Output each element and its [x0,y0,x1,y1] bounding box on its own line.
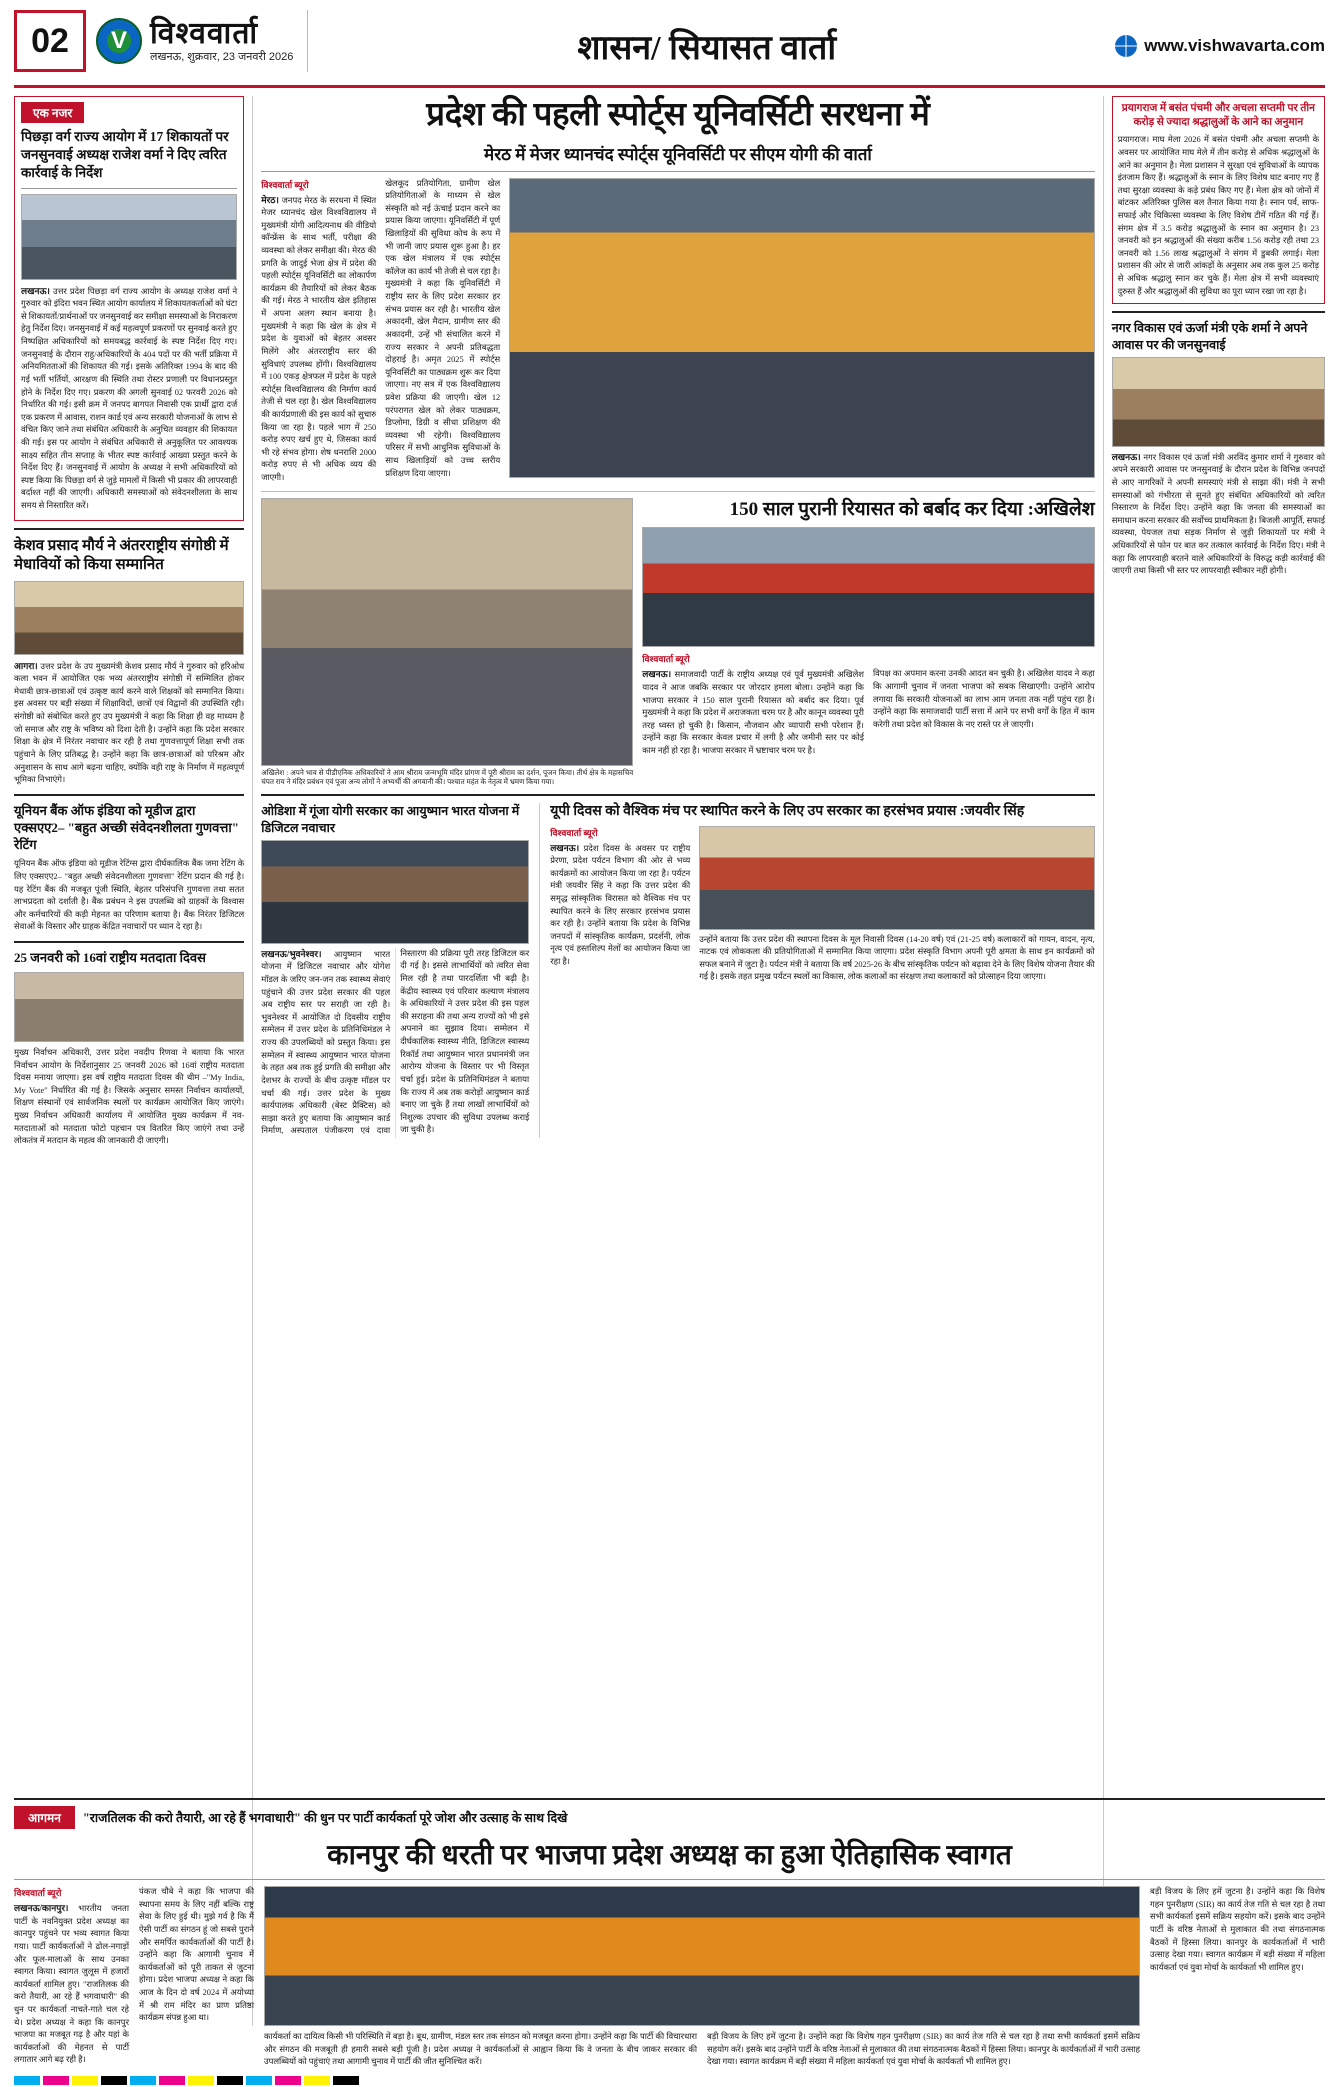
masthead [14,10,1325,88]
column-divider [252,96,253,2026]
agaman-text: "राजतिलक की करो तैयारी, आ रहे हैं भगवाधारी" की धुन पर पार्टी कार्यकर्ता पूरे जोश और उत्साह के साथ दिखे [82,1811,568,1826]
main-column [261,96,1094,2026]
bottom-dateline: लखनऊ/कानपुर। [14,1903,69,1914]
akhilesh-col-1-text: समाजवादी पार्टी के राष्ट्रीय अध्यक्ष एवं पूर्व मुख्यमंत्री अखिलेश यादव ने आज जबकि सरकार पर जोरदार हमला बोला। उन्होंने कहा कि भाजपा सरकार ने 150 साल पुरानी रियासत को बर्बाद कर दिया। पूर्व मुख्यमंत्री ने कहा कि प्रदेश में अराजकता चरम पर है और कानून व्यवस्था पूरी तरह ध्वस्त हो चुकी है। किसान, नौजवान और व्यापारी सभी परेशान हैं। उन्होंने कहा कि सरकार केवल प्रचार में लगी है और जमीनी स्तर पर कोई काम नहीं हो रहा है। भाजपा सरकार में भ्रष्टाचार चरम पर है। [642,670,864,755]
left-lead-text: उत्तर प्रदेश पिछड़ा वर्ग राज्य आयोग के अध्यक्ष राजेश वर्मा ने गुरुवार को इंदिरा भवन स्थित आयोग कार्यालय में शिकायतकर्ताओं को घंटा से शिकायतों/प्रार्थनाओं पर जनसुनवाई कर समीक्षा समस्याओं के निराकरण हेतु निर्देश दिए। जनसुनवाई में कई महत्वपूर्ण प्रकरणों पर सुनवाई करते हुए निष्पक्षित अधिकारियों को समयबद्ध कार्रवाई के स्पष्ट निर्देश दिए गए। जनसुनवाई के दौरान राहु/अधिकारियों के 404 पदों पर की भर्ती प्रक्रिया में अनियमितताओं की शिकायत की गई। इसके अतिरिक्त 1994 के बाद की गई भर्ती भर्तियों, आरक्षण की स्थिति तथा रोस्टर प्रणाली पर विधानप्रस्तुत होने के निर्देश दिए गए। प्रकरण की अगली सुनवाई 02 फरवरी 2026 को निर्धारित की गई। इसी क्रम में जनपद बागपत निवासी एक प्रार्थी द्वारा दर्ज एक प्रकरण में आवास, राशन कार्ड एवं अन्य सरकारी योजनाओं के लाभ से वंचित किए जाने तथा संबंधित अधिकारी के अनुचित व्यवहार की शिकायत की गई। इस पर आयोग ने संबंधित अधिकारी से अनुकूलित पर आवश्यक साक्ष्य सहित तीन सप्ताह के भीतर स्पष्ट कार्रवाई आख्या प्रस्तुत करने के निर्देश दिए हैं। जनसुनवाई में आयोग के अध्यक्ष ने सभी अधिकारियों को स्पष्ट किया कि पिछड़ा वर्ग से जुड़े मामलों में किसी भी प्रकार की लापरवाही बर्दाश्त नहीं की जाएगी। अधिकारी समस्याओं को संवेदनशीलता के साथ समय से निस्तारित करें। [21,286,238,511]
globe-icon [1115,35,1137,57]
website-link[interactable] [1105,10,1325,81]
color-registration-bar [14,2076,359,2085]
up-diwas-col-1 [550,842,690,969]
odisha-headline: ओडिशा में गूंजा योगी सरकार का आयुष्मान भारत योजना में डिजिटल नवाचार [261,804,520,835]
akhilesh-photo [642,527,1094,647]
website-url: www.vishwavarta.com [1144,35,1325,55]
keshav-maurya-headline: केशव प्रसाद मौर्य ने अंतरराष्ट्रीय संगोष्ठी में मेधावियों को किया सम्मानित [14,537,229,574]
left-lead-headline: पिछड़ा वर्ग राज्य आयोग में 17 शिकायतों पर जनसुनवाई अध्यक्ष राजेश वर्मा ने दिए त्वरित कार्रवाई के निर्देश [21,128,237,189]
voter-day-headline: 25 जनवरी को 16वां राष्ट्रीय मतदाता दिवस [14,950,206,966]
left-lead-body [21,285,237,513]
keshav-maurya-body [14,660,244,787]
prayagraj-body: प्रयागराज। माघ मेला 2026 में बसंत पंचमी और अचला सप्तमी के अवसर पर आयोजित माघ मेले में तीन करोड़ से अधिक श्रद्धालुओं के आने का अनुमान है। मेला प्रशासन ने सुरक्षा एवं सुविधाओं के व्यापक इंतजाम किए हैं। श्रद्धालुओं के स्नान के लिए विशेष घाट बनाए गए हैं तथा सुरक्षा व्यवस्था के कड़े प्रबंध किए गए हैं। मेला क्षेत्र को जोनों में बांटकर अतिरिक्त पुलिस बल तैनात किया गया है। स्नान पर्व, साफ-सफाई और चिकित्सा व्यवस्था के लिए विशेष टीमें गठित की गई हैं। संगम क्षेत्र में 3.5 करोड़ श्रद्धालुओं के स्नान का अनुमान है। 23 जनवरी को इन श्रद्धालुओं की संख्या करीब 1.56 करोड़ रही तथा 23 जनवरी को 1.56 लाख श्रद्धालुओं ने संगम में डुबकी लगाई। मेला प्रशासन की ओर से जारी आंकड़ों के अनुसार अब तक कुल 25 करोड़ से अधिक श्रद्धालु स्नान कर चुके हैं। मेला क्षेत्र में सभी व्यवस्थाएं दुरुस्त हैं और श्रद्धालुओं की सुविधा का पूरा ध्यान रखा जा रहा है। [1117,135,1320,296]
up-diwas-photo [699,826,1094,930]
temple-photo-caption: अखिलेश : अपने भाव से पीडीएनिक अधिकारियों ने आम श्रीराम जन्मभूमि मंदिर प्रांगण में पूरी श्रीराम का दर्शन, पूजन किया। तीर्थ क्षेत्र के महासचिव चंपत राय ने मंदिर प्रबंधन एवं पूजा अन्य लोगों ने अभ्यर्थी की अगवानी की। पश्चात महंत के नेतृत्व में भ्रमण किया गया। [261,768,634,786]
main-subheadline: मेरठ में मेजर ध्यानचंद स्पोर्ट्स यूनिवर्सिटी पर सीएम योगी की वार्ता [261,142,1094,172]
ek-nazar-tag: एक नजर [21,102,84,123]
akhilesh-col-1 [642,668,864,757]
publication-title: विश्ववार्ता [150,16,259,50]
union-bank-body: यूनियन बैंक ऑफ इंडिया को मूडीज रेटिंग्स द्वारा दीर्घकालिक बैंक जमा रेटिंग के लिए एक्सएए2– "बहुत अच्छी संवेदनशीलता गुणवत्ता" रेटिंग प्रदान की गई है। यह रेटिंग बैंक की मजबूत पूंजी स्थिति, बेहतर परिसंपत्ति गुणवत्ता तथा सतत लाभप्रदता को दर्शाती है। बैंक प्रबंधन ने इस उपलब्धि को ग्राहकों के विश्वास और कर्मचारियों की कड़ी मेहनत का परिणाम बताया है। बैंक निरंतर डिजिटल सेवाओं के विस्तार और ग्राहक केंद्रित नवाचारों पर ध्यान दे रहा है। [14,859,245,932]
assembly-photo [21,194,237,280]
bottom-col-1 [14,1902,129,2067]
odisha-text: आयुष्मान भारत योजना में डिजिटल नवाचार और योगेश मॉडल के जरिए जन-जन तक स्वास्थ्य सेवाएं पहुंचाने की उत्तर प्रदेश सरकार की पहल अब राष्ट्रीय स्तर पर सराही जा रही है। भुवनेश्वर में आयोजित दो दिवसीय राष्ट्रीय सम्मेलन में उत्तर प्रदेश के प्रतिनिधिमंडल ने राज्य की उपलब्धियों को प्रस्तुत किया। इस सम्मेलन में स्वास्थ्य आयुष्मान भारत योजना के तहत अब तक हुई प्रगति की समीक्षा और देशभर के राज्यों के बीच उत्कृष्ट मॉडल पर चर्चा की गई। उत्तर प्रदेश के मुख्य कार्यपालक अधिकारी (बेस्ट प्रैक्टिस) को साझा करते हुए बताया कि आयुष्मान कार्ड निर्माण, अस्पताल पंजीकरण एवं दावा निस्तारण की प्रक्रिया पूरी तरह डिजिटल कर दी गई है। इससे लाभार्थियों को त्वरित सेवा मिल रही है तथा पारदर्शिता भी बढ़ी है। केंद्रीय स्वास्थ्य एवं परिवार कल्याण मंत्रालय के अधिकारियों ने उत्तर प्रदेश की इस पहल की सराहना की तथा अन्य राज्यों को भी इसे अपनाने का सुझाव दिया। सम्मेलन में दीर्घकालिक स्वास्थ्य नीति, डिजिटल स्वास्थ्य रिकॉर्ड तथा आयुष्मान भारत प्रधानमंत्री जन आरोग्य योजना के विस्तार पर भी विस्तृत चर्चा हुई। प्रदेश के प्रतिनिधिमंडल ने बताया कि राज्य में अब तक करोड़ों आयुष्मान कार्ड बनाए जा चुके हैं तथा लाखों लाभार्थियों को निशुल्क उपचार की सुविधा उपलब्ध कराई जा चुकी है। [261,948,530,1136]
temple-gathering-photo [261,498,633,766]
main-col-1-text: जनपद मेरठ के सरधना में स्थित मेजर ध्यानचंद खेल विश्वविद्यालय में मुख्यमंत्री योगी आदित्यनाथ की वीडियो कॉन्फ्रेंस के साथ भर्ती, परीक्षा की व्यवस्था को लेकर समीक्षा की। मेरठ की प्रगति के जादुई भेजा क्षेत्र में प्रदेश की पहली स्पोर्ट्स यूनिवर्सिटी का लोकार्पण कार्यक्रम की तैयारियों को लेकर बैठक की गई। मेरठ ने भारतीय खेल इतिहास में अपना अलग स्थान बनाया है। मुख्यमंत्री ने कहा कि खेल के क्षेत्र में प्रदेश के युवाओं को बेहतर अवसर मिलेंगे और अंतरराष्ट्रीय स्तर की सुविधाएं उपलब्ध होंगी। विश्वविद्यालय में 100 एकड़ क्षेत्रफल में प्रदेश के पहले स्पोर्ट्स विश्वविद्यालय की निर्माण कार्य तेजी से चल रहा है। खेल विश्वविद्यालय की कार्यप्रणाली की इस कार्य को सुचारु किया जा रहा है। पहले भाग में 250 करोड़ रुपए खर्च हुए थे, जिसका कार्य भी रहे संभव होगा। शेष धनराशि 2000 करोड़ रुपए से भी अधिक व्यय की जाएगी। [261,195,377,482]
akhilesh-col-2: विपक्ष का अपमान करना उनकी आदत बन चुकी है। अखिलेश यादव ने कहा कि आगामी चुनाव में जनता भाजपा को सबक सिखाएगी। उन्होंने आरोप लगाया कि सरकारी योजनाओं का लाभ आम जनता तक नहीं पहुंच रहा है। उन्होंने कहा कि समाजवादी पार्टी सत्ता में आने पर सभी वर्गों के हित में काम करेगी तथा प्रदेश को विकास के नए रास्ते पर ले जाएगी। [872,669,1095,729]
ek-nazar-box [14,96,244,521]
page-number: 02 [14,10,86,72]
odisha-body [261,948,529,1138]
bottom-col-2: पंकज चौबे ने कहा कि भाजपा की स्थापना समय के लिए नहीं बल्कि राष्ट्र सेवा के लिए हुई थी। मुझे गर्व है कि मैं ऐसी पार्टी का संगठन हूं जो सबसे पुराने और समर्पित कार्यकर्ताओं की पार्टी है। उन्होंने कहा कि आगामी चुनाव में कार्यकर्ताओं को पूरी ताकत से जुटना होगा। प्रदेश भाजपा अध्यक्ष ने कहा कि आज के दिन दो वर्ष 2024 में अयोध्या में श्री राम मंदिर का प्राण प्रतिष्ठा कार्यक्रम संपन्न हुआ था। [139,1887,254,2023]
main-agency: विश्ववार्ता ब्यूरो [261,179,309,190]
akhilesh-agency: विश्ववार्ता ब्यूरो [642,654,690,665]
agaman-tag: आगमन [14,1806,75,1829]
keshav-maurya-dateline: आगरा। [14,660,38,671]
prayagraj-box [1112,96,1325,304]
nagar-vikas-photo [1112,357,1325,447]
nagar-vikas-text: नगर विकास एवं ऊर्जा मंत्री अरविंद कुमार शर्मा ने गुरुवार को अपने सरकारी आवास पर जनसुनवाई के दौरान प्रदेश के विभिन्न जनपदों से आए नागरिकों ने अपनी समस्याएं मंत्री से साझा कीं। मंत्री ने सभी समस्याओं को गंभीरता से सुनते हुए संबंधित अधिकारियों को त्वरित निस्तारण के निर्देश दिए। उन्होंने कहा कि जनता की समस्याओं का समाधान करना सरकार की सर्वोच्च प्राथमिकता है। बिजली आपूर्ति, सफाई व्यवस्था, पेयजल तथा सड़क निर्माण से जुड़ी शिकायतों पर मंत्री ने अधिकारियों से फोन पर बात कर तत्काल कार्रवाई के निर्देश दिए। मंत्री ने कहा कि लापरवाही बरतने वाले अधिकारियों के विरुद्ध कड़ी कार्रवाई की जाएगी तथा किसी भी स्तर पर लापरवाही स्वीकार नहीं होगी। [1111,452,1326,576]
page-content [14,96,1325,2026]
left-lead-dateline: लखनऊ। [21,285,50,296]
bottom-headline: कानपुर की धरती पर भाजपा प्रदेश अध्यक्ष का हुआ ऐतिहासिक स्वागत [327,1840,1012,1872]
nagar-vikas-headline: नगर विकास एवं ऊर्जा मंत्री एके शर्मा ने अपने आवास पर की जनसुनवाई [1111,321,1308,352]
bottom-story [14,1798,1325,2069]
cm-yogi-photo [509,178,1094,478]
bjp-event-photo [264,1886,1140,2026]
right-column [1112,96,1325,2026]
publication-dateline: लखनऊ, शुक्रवार, 23 जनवरी 2026 [150,51,294,64]
voter-day-body: मुख्य निर्वाचन अधिकारी, उत्तर प्रदेश नवदीप रिणवा ने बताया कि भारत निर्वाचन आयोग के निर्देशानुसार 25 जनवरी 2026 को 16वां राष्ट्रीय मतदाता दिवस मनाया जाएगा। इस वर्ष राष्ट्रीय मतदाता दिवस की थीम –"My India, My Vote" निर्धारित की गई है। जिसके अनुसार समस्त निर्वाचन कार्यालयों, शिक्षण संस्थानों एवं सार्वजनिक स्थलों पर कार्यक्रम आयोजित किए जाएंगे। मुख्य निर्वाचन अधिकारी कार्यालय में आयोजित मुख्य कार्यक्रम में नव-मतदाताओं को मतदाता फोटो पहचान पत्र वितरित किए जाएंगे तथा उन्हें लोकतंत्र में मतदान के महत्व की जानकारी दी जाएगी। [14,1047,245,1146]
keshav-maurya-photo [14,581,244,655]
nagar-vikas-body [1112,451,1325,578]
bottom-col-3: कार्यकर्ता का दायित्व किसी भी परिस्थिति में बड़ा है। बूथ, ग्रामीण, मंडल स्तर तक संगठन को मजबूत करना होगा। उन्होंने कहा कि पार्टी की विचारधारा और संगठन की मजबूती ही हमारी सबसे बड़ी पूंजी है। प्रदेश अध्यक्ष ने कार्यकर्ताओं से आह्वान किया कि वे जनता के बीच जाकर सरकार की उपलब्धियों को पहुंचाएं तथा आगामी चुनाव में पार्टी की जीत सुनिश्चित करें। [264,2032,697,2067]
bottom-agency: विश्ववार्ता ब्यूरो [14,1888,62,1899]
nagar-vikas-dateline: लखनऊ। [1111,451,1141,462]
prayagraj-headline: प्रयागराज में बसंत पंचमी और अचला सप्तमी पर तीन करोड़ से ज्यादा श्रद्धालुओं के आने का अनुमान [1121,103,1315,129]
agaman-row [14,1806,1325,1829]
logo-icon: V [96,18,142,64]
up-diwas-col-2: उन्होंने बताया कि उत्तर प्रदेश की स्थापना दिवस के मूल निवासी दिवस (14-20 वर्ष) एवं (21-25 वर्ष) कलाकारों को गायन, वादन, नृत्य, नाटक एवं लोककला की प्रतियोगिताओं में सम्मानित किया जाएगा। प्रदेश संस्कृति विभाग अपनी पूरी क्षमता के साथ इन कार्यक्रमों को सफल बनाने में जुटा है। पर्यटन मंत्री ने बताया कि वर्ष 2025-26 के बीच सांस्कृतिक पर्यटन को बढ़ावा देने के लिए विशेष योजना तैयार की गई है। इसके तहत प्रमुख पर्यटन स्थलों का विकास, लोक कलाओं का संरक्षण तथा कलाकारों को प्रोत्साहन दिया जाएगा। [699,934,1095,982]
up-diwas-agency: विश्ववार्ता ब्यूरो [550,827,598,838]
odisha-dateline: लखनऊ/भुवनेश्वर। [261,948,322,959]
bottom-col-4: बड़ी विजय के लिए हमें जुटना है। उन्होंने कहा कि विशेष गहन पुनरीक्षण (SIR) का कार्य तेज गति से चल रहा है तथा सभी कार्यकर्ता इसमें सक्रिय सहयोग करें। इसके बाद उन्होंने पार्टी के वरिष्ठ नेताओं से मुलाकात की तथा संगठनात्मक बैठकों में हिस्सा लिया। कानपुर के कार्यकर्ताओं में भारी उत्साह देखा गया। स्वागत कार्यक्रम में बड़ी संख्या में महिला कार्यकर्ता एवं युवा मोर्चा के कार्यकर्ता भी शामिल हुए। [707,2032,1140,2067]
bottom-col-1-text: भारतीय जनता पार्टी के नवनियुक्त प्रदेश अध्यक्ष का कानपुर पहुंचने पर भव्य स्वागत किया गया। पार्टी कार्यकर्ताओं ने ढोल-नगाड़ों और फूल-मालाओं के साथ उनका स्वागत किया। स्वागत जुलूस में हजारों कार्यकर्ता शामिल हुए। "राजतिलक की करो तैयारी, आ रहे हैं भगवाधारी" की धुन पर कार्यकर्ता नाचते-गाते चल रहे थे। प्रदेश अध्यक्ष ने कहा कि कानपुर भाजपा का मजबूत गढ़ है और यहां के कार्यकर्ताओं की मेहनत से पार्टी लगातार आगे बढ़ रही है। [14,1904,129,2065]
main-dateline: मेरठ। [261,194,279,205]
left-column [14,96,244,2026]
voter-day-photo [14,972,244,1042]
main-col-2: खेलकूद प्रतियोगिता, ग्रामीण खेल प्रतियोगिताओं के माध्यम से खेल संस्कृति को नई ऊंचाई प्रदान करने का प्रयास किया जाएगा। यूनिवर्सिटी में पूर्ण खिलाड़ियों की सुविधा कोच के रूप में भी जानी जाए प्रयास शुरू हुआ है। हर एक खेल मंत्रालय में एक स्पोर्ट्स कॉलेज का कार्य भी तेजी से चल रहा है। मुख्यमंत्री ने कहा कि यूनिवर्सिटी में राष्ट्रीय स्तर के लिए प्रदेश सरकार हर संभव प्रयास कर रही है। भारतीय खेल अकादमी, खेल मैदान, ग्रामीण स्तर की अकादमी, उन्हें भी संचालित करने में राज्य सरकार ने अपनी प्रतिबद्धता दोहराई है। अमृत 2025 में स्पोर्ट्स यूनिवर्सिटी का पाठ्यक्रम शुरू कर दिया जाएगा। नए सत्र में एक विश्वविद्यालय प्रवेश प्रक्रिया की जाएगी। खेल 12 परंपरागत खेल को लेकर पाठ्यक्रम, डिप्लोमा, डिग्री व सीधा प्रशिक्षण की व्यवस्था भी रहेगी। विश्वविद्यालय परिसर में सभी आधुनिक सुविधाओं के साथ खिलाड़ियों को उच्च स्तरीय प्रशिक्षण दिया जाएगा। [385,178,501,478]
main-col-1 [261,194,376,485]
up-diwas-col-1-text: प्रदेश दिवस के अवसर पर राष्ट्रीय प्रेरणा, प्रदेश पर्यटन विभाग की ओर से भव्य कार्यक्रमों का आयोजन किया जा रहा है। पर्यटन मंत्री जयवीर सिंह ने कहा कि उत्तर प्रदेश की समृद्ध सांस्कृतिक विरासत को वैश्विक मंच पर स्थापित करने के लिए सरकार हरसंभव प्रयास कर रही है। उन्होंने बताया कि प्रदेश के विभिन्न जनपदों में सांस्कृतिक कार्यक्रम, प्रदर्शनी, लोक नृत्य एवं हस्तशिल्प मेलों का आयोजन किया जा रहा है। [550,843,691,966]
column-divider-right [1103,96,1104,2026]
bottom-col-5: बड़ी विजय के लिए हमें जुटना है। उन्होंने कहा कि विशेष गहन पुनरीक्षण (SIR) का कार्य तेज गति से चल रहा है तथा सभी कार्यकर्ता इसमें सक्रिय सहयोग करें। इसके बाद उन्होंने पार्टी के वरिष्ठ नेताओं से मुलाकात की तथा संगठनात्मक बैठकों में हिस्सा लिया। कानपुर के कार्यकर्ताओं में भारी उत्साह देखा गया। स्वागत कार्यक्रम में बड़ी संख्या में महिला कार्यकर्ता एवं युवा मोर्चा के कार्यकर्ता भी शामिल हुए। [1150,1887,1325,1972]
up-diwas-dateline: लखनऊ। [550,842,580,853]
akhilesh-headline: 150 साल पुरानी रियासत को बर्बाद कर दिया :अखिलेश [729,498,1095,520]
akhilesh-dateline: लखनऊ। [642,669,672,680]
main-headline: प्रदेश की पहली स्पोर्ट्स यूनिवर्सिटी सरधना में [426,97,930,133]
keshav-maurya-text: उत्तर प्रदेश के उप मुख्यमंत्री केशव प्रसाद मौर्य ने गुरुवार को हरिओध कला भवन में आयोजित एक भव्य अंतरराष्ट्रीय संगोष्ठी में सम्मिलित होकर मेधावी छात्र-छात्राओं एवं उत्कृष्ट कार्य करने वाले शिक्षकों को सम्मानित किया। इस अवसर पर बड़ी संख्या में शिक्षाविदों, छात्रों एवं विद्वानों की उपस्थिति रही। संगोष्ठी को संबोधित करते हुए उप मुख्यमंत्री ने कहा कि शिक्षा ही वह माध्यम है जो समाज और राष्ट्र के भविष्य को दिशा देती है। उन्होंने कहा कि प्रदेश सरकार शिक्षा के क्षेत्र में निरंतर नवाचार कर रही है तथा गुणवत्तापूर्ण शिक्षा सभी तक पहुंचाने के लिए प्रतिबद्ध है। उन्होंने कहा कि छात्र-छात्राओं को परिश्रम और अनुशासन के साथ आगे बढ़ना चाहिए, क्योंकि वही राष्ट्र के निर्माण में महत्वपूर्ण भूमिका निभाएंगे। [14,661,245,785]
up-diwas-headline: यूपी दिवस को वैश्विक मंच पर स्थापित करने के लिए उप सरकार का हरसंभव प्रयास :जयवीर सिंह [550,804,1025,820]
publication-logo [96,10,308,72]
section-title: शासन/ सियासत वार्ता [577,29,837,67]
union-bank-headline: यूनियन बैंक ऑफ इंडिया को मूडीज द्वारा एक्सएए2– "बहुत अच्छी संवेदनशीलता गुणवत्ता" रेटिंग [14,802,239,852]
odisha-photo [261,840,529,944]
